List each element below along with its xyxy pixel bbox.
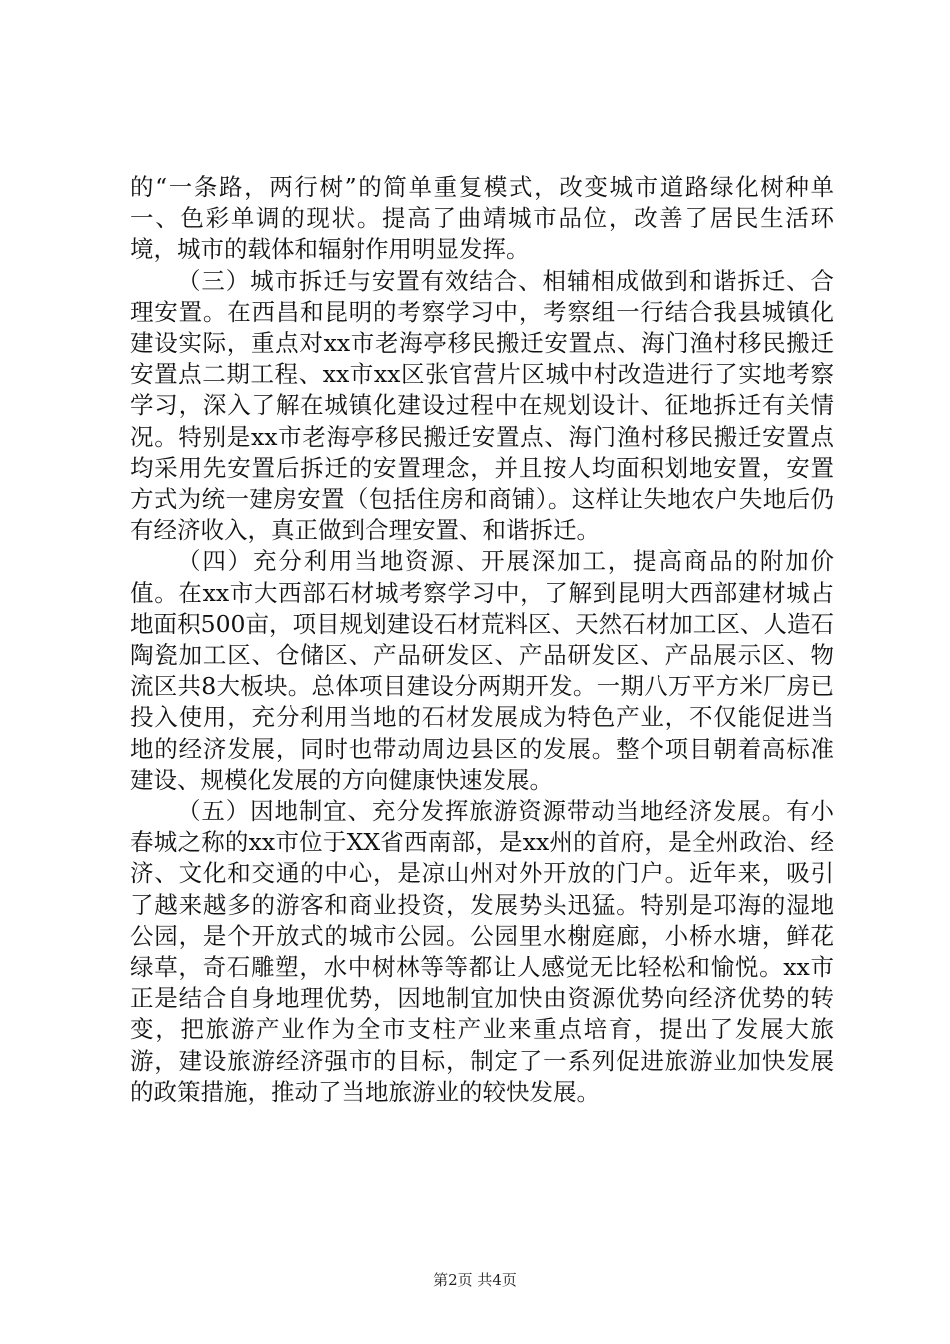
paragraph-continuation: 的“一条路，两行树”的简单重复模式，改变城市道路绿化树种单一、色彩单调的现状。提高了曲靖城市品位，改善了居民生活环境，城市的载体和辐射作用明显发挥。 [130,173,834,264]
paragraph-section-5: （五）因地制宜、充分发挥旅游资源带动当地经济发展。有小春城之称的xx市位于XX省西南部，是xx州的首府，是全州政治、经济、文化和交通的中心，是凉山州对外开放的门户。近年来，吸引了越来越多的游客和商业投资，发展势头迅猛。特别是邛海的湿地公园，是个开放式的城市公园。公园里水榭庭廊，小桥水塘，鲜花绿草，奇石雕塑，水中树林等等都让人感觉无比轻松和愉悦。xx市正是结合自身地理优势，因地制宜加快由资源优势向经济优势的转变，把旅游产业作为全市支柱产业来重点培育，提出了发展大旅游，建设旅游经济强市的目标，制定了一系列促进旅游业加快发展的政策措施，推动了当地旅游业的较快发展。 [130,797,834,1106]
document-body [130,172,834,1108]
page-number: 第2页 共4页 [433,1271,517,1289]
paragraph-section-4: （四）充分利用当地资源、开展深加工，提高商品的附加价值。在xx市大西部石材城考察学习中，了解到昆明大西部建材城占地面积500亩，项目规划建设石材荒料区、天然石材加工区、人造石陶瓷加工区、仓储区、产品研发区、产品研发区、产品展示区、物流区共8大板块。总体项目建设分两期开发。一期八万平方米厂房已投入使用，充分利用当地的石材发展成为特色产业，不仅能促进当地的经济发展，同时也带动周边县区的发展。整个项目朝着高标准建设、规模化发展的方向健康快速发展。 [130,547,834,794]
paragraph-section-3: （三）城市拆迁与安置有效结合、相辅相成做到和谐拆迁、合理安置。在西昌和昆明的考察学习中，考察组一行结合我县城镇化建设实际，重点对xx市老海亭移民搬迁安置点、海门渔村移民搬迁安置点二期工程、xx市xx区张官营片区城中村改造进行了实地考察学习，深入了解在城镇化建设过程中在规划设计、征地拆迁有关情况。特别是xx市老海亭移民搬迁安置点、海门渔村移民搬迁安置点均采用先安置后拆迁的安置理念，并且按人均面积划地安置，安置方式为统一建房安置（包括住房和商铺）。这样让失地农户失地后仍有经济收入，真正做到合理安置、和谐拆迁。 [130,266,834,545]
page-footer [0,1270,950,1290]
